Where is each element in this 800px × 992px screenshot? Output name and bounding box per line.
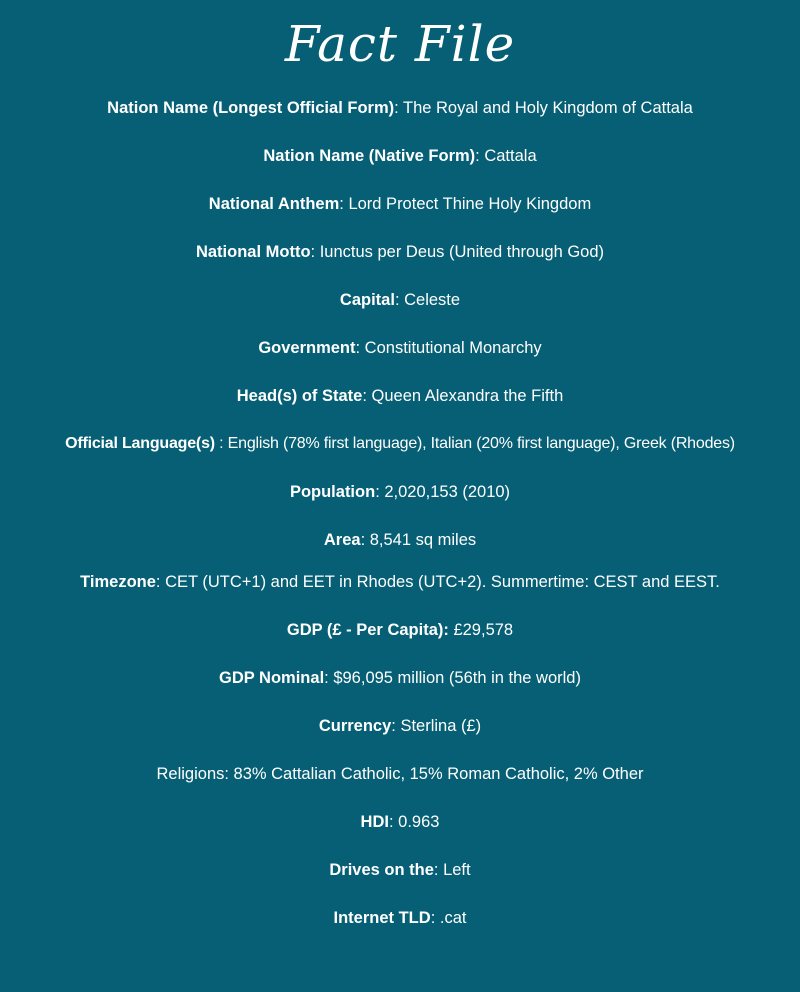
fact-label: National Motto [195,243,311,261]
fact-label: Internet TLD [333,909,431,927]
fact-value: $96,095 million (56th in the world) [333,669,581,687]
fact-label: Government [258,339,356,357]
fact-label: GDP (£ - Per Capita): [286,621,449,639]
fact-row-motto [0,240,800,264]
page-title: Fact File [284,15,516,73]
fact-separator: : [355,339,365,357]
fact-row-timezone [0,570,800,594]
fact-separator: : [362,387,372,405]
fact-value: Sterlina (£) [400,717,482,735]
fact-value: Celeste [404,291,461,309]
fact-row-religions [0,762,800,786]
fact-separator: : [375,483,385,501]
fact-label: Capital [339,291,395,309]
fact-label: GDP Nominal [219,669,325,687]
fact-row-currency [0,714,800,738]
fact-row-drives-on [0,858,800,882]
fact-value: Iunctus per Deus (United through God) [319,243,605,261]
fact-separator: : [360,531,370,549]
fact-separator: : [430,909,440,927]
fact-value: English (78% first language), Italian (20% first language), Greek (Rhodes) [227,435,735,452]
fact-separator: : [339,195,349,213]
fact-separator: : [214,435,228,452]
fact-label: Nation Name (Native Form) [263,147,476,165]
fact-label: Head(s) of State [236,387,363,405]
fact-value: Religions: 83% Cattalian Catholic, 15% Roman Catholic, 2% Other [156,765,644,783]
fact-row-native-name [0,144,800,168]
fact-row-hdi [0,810,800,834]
fact-separator: : [433,861,444,879]
fact-separator: : [155,573,166,591]
fact-row-languages [0,432,800,456]
fact-separator: : [391,717,401,735]
fact-value: Queen Alexandra the Fifth [371,387,564,405]
fact-value: The Royal and Holy Kingdom of Cattala [402,99,693,117]
fact-label: Area [323,531,361,549]
fact-value: Cattala [484,147,537,165]
fact-separator: : [394,99,403,117]
fact-value: 2,020,153 (2010) [384,483,511,501]
fact-label: Drives on the [329,861,434,879]
fact-value: .cat [439,909,467,927]
fact-separator: : [324,669,334,687]
fact-value: CET (UTC+1) and EET in Rhodes (UTC+2). Summertime: CEST and EEST. [165,573,720,591]
fact-row-population [0,480,800,504]
fact-row-area [0,528,800,552]
fact-row-longest-name [0,96,800,120]
fact-separator: : [310,243,320,261]
fact-separator: : [394,291,405,309]
fact-row-government [0,336,800,360]
fact-label: Timezone [80,573,156,591]
fact-label: HDI [360,813,389,831]
fact-label: Official Language(s) [65,435,215,452]
fact-label: Population [289,483,376,501]
fact-row-gdp-nominal [0,666,800,690]
fact-value: £29,578 [453,621,514,639]
fact-row-anthem [0,192,800,216]
fact-separator: : [388,813,399,831]
fact-separator: : [475,147,485,165]
fact-value: Left [443,861,471,879]
fact-value: Constitutional Monarchy [364,339,542,357]
fact-row-gdp-per-capita [0,618,800,642]
fact-row-head-of-state [0,384,800,408]
fact-row-capital [0,288,800,312]
fact-row-internet-tld [0,906,800,930]
fact-label: Nation Name (Longest Official Form) [107,99,395,117]
fact-value: 8,541 sq miles [369,531,477,549]
fact-value: Lord Protect Thine Holy Kingdom [348,195,592,213]
fact-label: Currency [318,717,392,735]
fact-value: 0.963 [398,813,440,831]
fact-label: National Anthem [208,195,340,213]
